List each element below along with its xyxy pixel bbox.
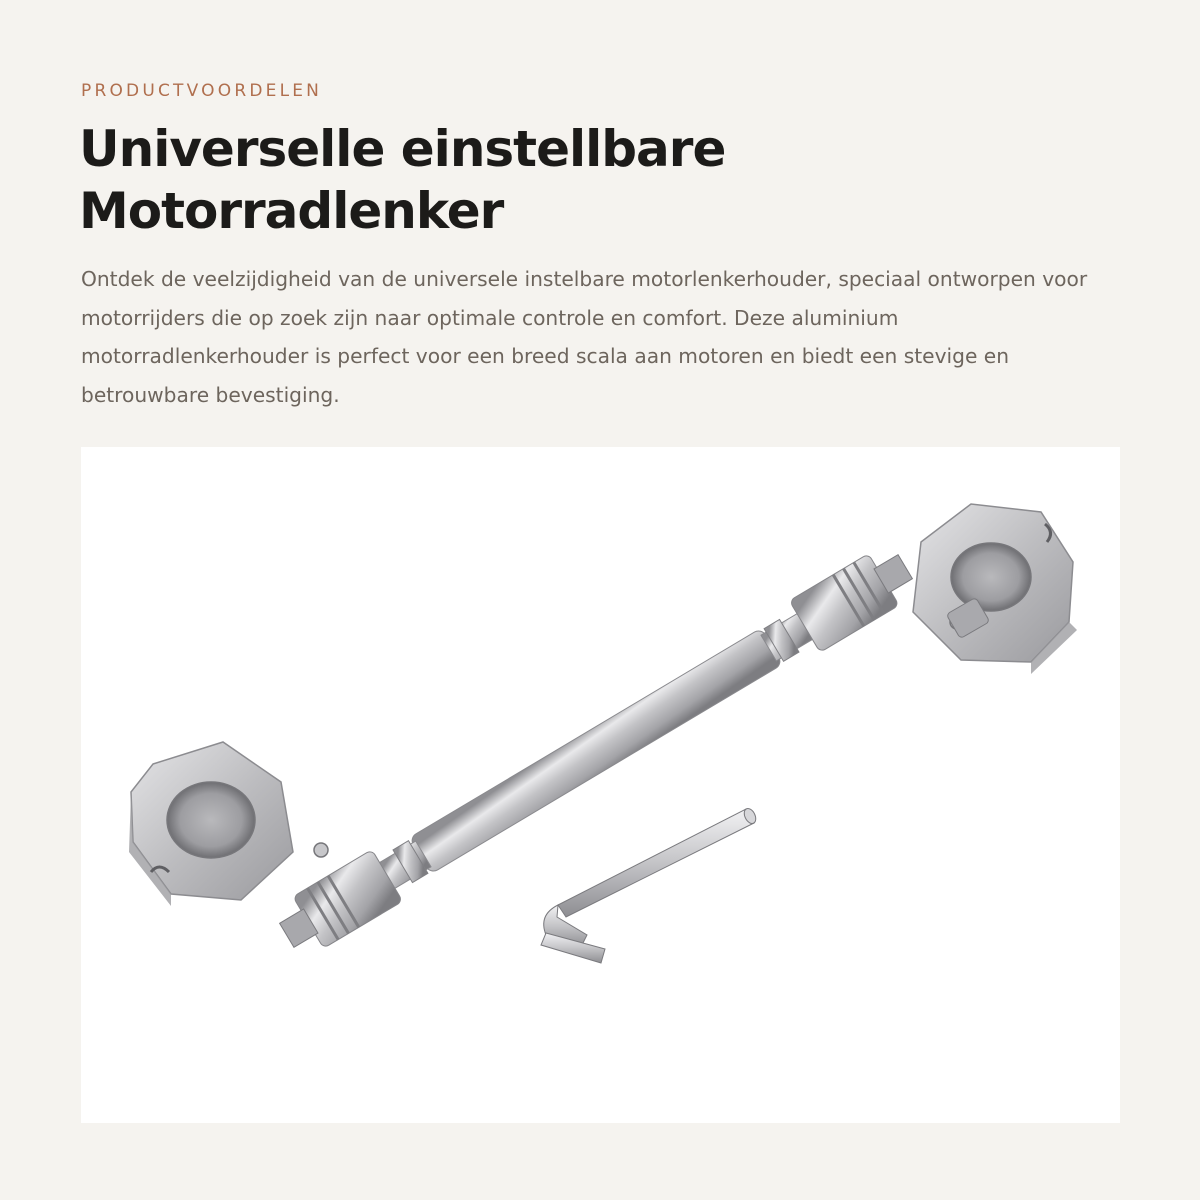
section-description: Ontdek de veelzijdigheid van de universele instelbare motorlenkerhouder, speciaal ontworpen voor motorrijders die op zoek zijn naar optimale controle en comfort. Deze aluminium motorradlenkerhouder is perfect voor een breed scala aan motoren en biedt een stevige en betrouwbare bevestiging. [81, 267, 1088, 407]
handlebar-bar-illustration [81, 447, 1120, 1123]
section-title: Universelle einstellbare Motorradlenker [79, 120, 726, 240]
left-clamp [129, 742, 328, 906]
product-image [81, 447, 1120, 1123]
right-clamp [913, 504, 1077, 674]
hex-key [541, 807, 758, 963]
section-eyebrow: PRODUCTVOORDELEN [81, 81, 323, 101]
